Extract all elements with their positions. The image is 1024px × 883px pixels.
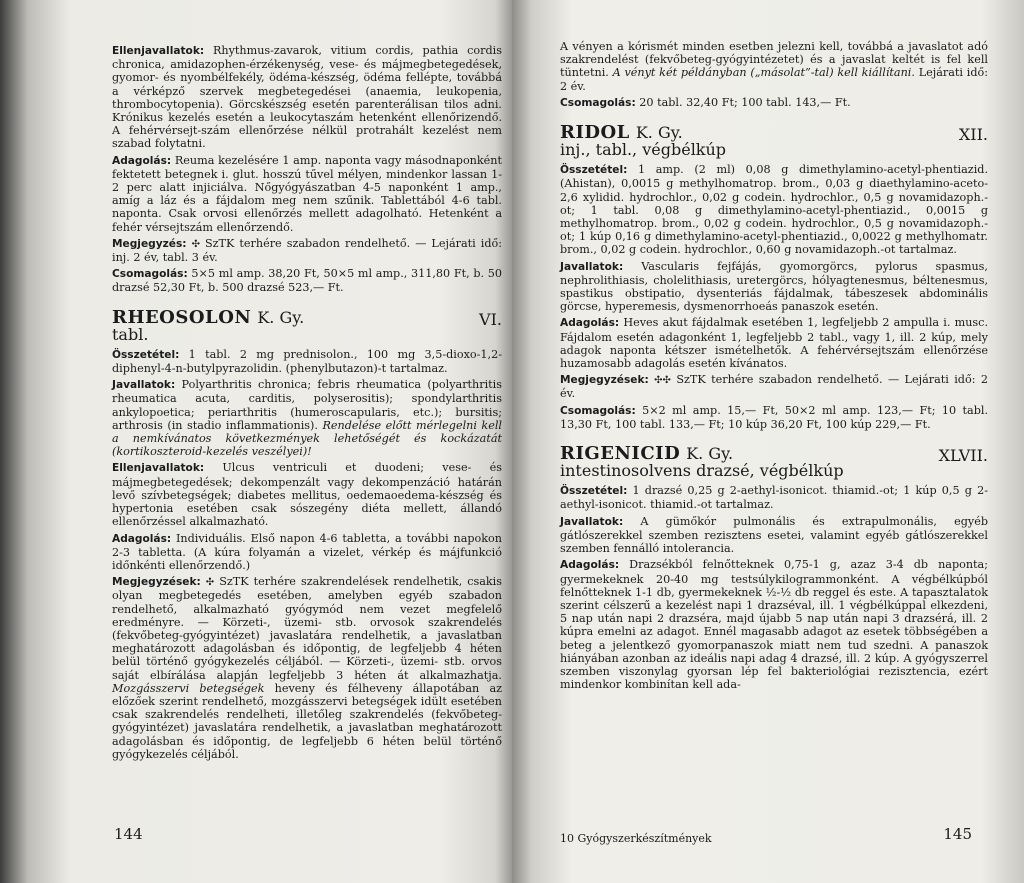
italic-note: A vényt két példányban („másolat”-tal) kell kiállítani. xyxy=(612,66,915,80)
drug-manufacturer: K. Gy. xyxy=(635,123,683,143)
section-text: Drazsékból felnőtteknek 0,75-1 g, azaz 3-4 db naponta; gyermekeknek 20-40 mg testsúlykilogrammonként. A végbélkúpból felnőtteknek 1-1 db, gyermekeknek ½-½ db reggel és este. A tapasztalatok szerint célszerű a kezelést napi 1 drazséval, ill. 1 végbélkúppal elkezdeni, 5 nap után napi 2 drazséra, majd újabb 5 nap után napi 3 drazsérá, ill. 2 kúpra emelni az adagot. Ennél magasabb adagot az esetek többségében a beteg a jelentkező gyomorpanaszok miatt nem tud szedni. A panaszok hiányában azonban az ideális napi adag 4 drazsé, ill. 2 kúp. A gyógyszerrel szemben viszonylag gyorsan lép fel bakteriológiai rezisztencia, ezért mindenkor kombinítan kell ada- xyxy=(560,558,988,692)
dosage-paragraph xyxy=(112,532,502,573)
section-label: Ellenjavallatok: xyxy=(112,45,205,57)
section-label: Adagolás: xyxy=(560,317,620,330)
page-number: 144 xyxy=(114,825,143,843)
notes-paragraph xyxy=(560,373,988,400)
section-label: Javallatok: xyxy=(560,260,624,273)
section-label: Összetétel: xyxy=(560,164,628,177)
contraindications-paragraph xyxy=(112,44,502,151)
packaging-paragraph xyxy=(560,96,988,110)
drug-name: RHEOSOLON xyxy=(112,306,252,328)
rigenicid-entry xyxy=(560,484,988,691)
drug-header-ridol xyxy=(560,122,988,160)
section-label: Megjegyzés: xyxy=(112,237,187,250)
continued-entry xyxy=(560,40,988,110)
section-text: 5×5 ml amp. 38,20 Ft, 50×5 ml amp., 311,80 Ft, b. 50 drazsé 52,30 Ft, b. 500 drazsé 523,— Ft. xyxy=(112,267,502,295)
italic-term: Mozgásszervi betegségek xyxy=(112,681,265,695)
composition-paragraph xyxy=(112,348,502,375)
section-text: A gümőkór pulmonális és extrapulmonális, egyéb gátlószerekkel szemben rezisztens esetei, valamint egyéb gátlószerekkel szemben fennálló intolerancia. xyxy=(560,514,988,556)
page-number: 145 xyxy=(943,825,972,843)
section-text: Vascularis fejfájás, gyomorgörcs, pylorus spasmus, nephrolithiasis, cholelithiasis, uretergörcs, hólyagtenesmus, béltenesmus, spastikus obstipatio, dysenteriás fájdalmak, tábeszesek abdominális görcse, hyperemesis, dysmenorrhoeás panaszok esetén. xyxy=(560,259,988,314)
composition-paragraph xyxy=(560,163,988,256)
indications-paragraph xyxy=(560,515,988,556)
prescription-note xyxy=(560,40,988,93)
section-label: Adagolás: xyxy=(112,532,172,545)
section-text: 5×2 ml amp. 15,— Ft, 50×2 ml amp. 123,— Ft; 10 tabl. 13,30 Ft, 100 tabl. 133,— Ft; 10 kúp 36,20 Ft, 100 kúp 229,— Ft. xyxy=(560,403,989,431)
section-text: 20 tabl. 32,40 Ft; 100 tabl. 143,— Ft. xyxy=(639,95,851,109)
drug-group-number: XII. xyxy=(958,125,988,145)
packaging-paragraph xyxy=(112,267,502,294)
section-text: SzTK terhére szakrendelések rendelhetik, csakis olyan megbetegedés esetében, amelyben egyéb szabadon rendelhető, alkalmazható gyógymód nem vezet megfelelő eredményre. — Körzeti-, üzemi- stb. orvosok szakrendelés (fekvőbeteg-gyógyintézet) javaslatára rendelhetik, a javaslatban meghatározott adagolásban és időpontig, de legfeljebb 4 héten belül történő gyógykezelés céljából. — Körzeti-, üzemi- stb. orvos saját elbírálása alapján legfeljebb 3 héten át alkalmazhatja. xyxy=(112,575,502,682)
dosage-paragraph xyxy=(112,154,502,234)
notes-paragraph xyxy=(112,575,502,761)
drug-form: inj., tabl., végbélkúp xyxy=(560,140,727,160)
drug-header-rheosolon xyxy=(112,306,502,344)
section-text: SzTK terhére szabadon rendelhető. — Lejárati idő: inj. 2 év, tabl. 3 év. xyxy=(112,236,502,265)
right-column xyxy=(560,40,988,697)
section-label: Javallatok: xyxy=(112,379,176,392)
drug-name: RIDOL xyxy=(560,122,630,144)
section-label: Javallatok: xyxy=(560,515,624,528)
section-text: Reuma kezelésére 1 amp. naponta vagy másodnaponként fektetett betegnek i. glut. hosszú tűvel mélyen, mindenkor lassan 1-2 perc alatt injiciálva. Nőgyógyászatban 4-5 naponként 1 amp., amíg a láz és a fájdalom meg nem szűnik. Tablettából 4-6 tabl. naponta. Csak orvosi ellenőrzés mellett adagolható. Hetenként a fehér vérsejtszám ellenőrzendő. xyxy=(112,153,502,234)
section-text: 1 tabl. 2 mg prednisolon., 100 mg 3,5-dioxo-1,2-diphenyl-4-n-butylpyrazolidin. (phenylbutazon)-t tartalmaz. xyxy=(112,347,502,376)
right-page xyxy=(512,0,1024,883)
section-label: Adagolás: xyxy=(112,154,172,167)
section-label: Csomagolás: xyxy=(560,404,636,417)
section-text: 1 drazsé 0,25 g 2-aethyl-isonicot. thiamid.-ot; 1 kúp 0,5 g 2-aethyl-isonicot. thiamid.-ot tartalmaz. xyxy=(560,484,988,512)
cross-star-icon: ✣ xyxy=(205,577,215,589)
section-label: Csomagolás: xyxy=(112,268,188,281)
left-column xyxy=(112,44,502,767)
section-text: A vényen a kórismét minden esetben jelezni kell, továbbá a javaslatot adó szakrendelést (fekvőbeteg-gyógyintézetet) és a javaslat keltét is fel kell tüntetni. xyxy=(560,40,988,80)
drug-manufacturer: K. Gy. xyxy=(686,444,734,464)
cross-star-icon: ✣ xyxy=(191,238,200,250)
page-footer: 10 Gyógyszerkészítmények xyxy=(560,832,712,845)
contra-paragraph xyxy=(112,461,502,528)
rheosolon-entry xyxy=(112,348,502,761)
section-text: heveny és félheveny állapotában az előzőek szerint rendelhető, mozgásszervi betegségek idült esetében csak szakrendelés rendelheti, illetőleg szakrendelés (fekvőbeteg-gyógyintézet) javaslatára rendelhetik, a javaslatban meghatározott adagolásban és időpontig, de legfeljebb 6 héten belül történő gyógykezelés céljából. xyxy=(112,681,503,761)
section-label: Összetétel: xyxy=(112,348,180,361)
drug-header-rigenicid xyxy=(560,443,988,481)
ridol-entry xyxy=(560,163,988,431)
indications-paragraph xyxy=(560,260,988,314)
section-text: Polyarthritis chronica; febris rheumatica (polyarthritis rheumatica acuta, carditis, polyserositis); spondylarthritis ankylopoetica; periarthritis (humeroscapularis, etc.); bursitis; arthrosis (in stadio inflammationis). xyxy=(112,378,502,432)
section-text: Rhythmus-zavarok, vitium cordis, pathia cordis chronica, amidazophen-érzékenység, vese- és májmegbetegedések, gyomor- és nyombélfekély, ödéma-készség, ödéma fellépte, továbbá a vérképző szervek megbetegedései (anaemia, leukopenia, thrombocytopenia). Görcskészség esetén parenterálisan tilos adni. Krónikus kezelés esetén a leukocytaszám hetenként ellenőrizendő. A fehérvérsejt-szám ellenőrzése nélkül protrahált kezelést nem szabad folytatni. xyxy=(112,44,502,151)
cross-star-icon: ✣✣ xyxy=(654,375,671,387)
drug-form: intestinosolvens drazsé, végbélkúp xyxy=(560,461,844,481)
section-text: SzTK terhére szabadon rendelhető. — Lejárati idő: 2 év. xyxy=(560,373,988,401)
warning-text: Rendelése előtt mérlegelni kell a nemkívánatos következmények lehetőségét és kockázatát (kortikoszteroid-kezelés veszélyei)! xyxy=(112,418,502,459)
section-label: Összetétel: xyxy=(560,485,628,498)
section-label: Csomagolás: xyxy=(560,96,636,109)
section-label: Adagolás: xyxy=(560,559,620,572)
section-text: Individuális. Első napon 4-6 tabletta, a további napokon 2-3 tabletta. (A kúra folyamán a vizelet, vérkép és májfunkció időnkénti ellenőrzendő.) xyxy=(112,531,502,572)
section-label: Megjegyzések: xyxy=(112,576,201,589)
drug-name: RIGENICID xyxy=(560,443,681,465)
drug-group-number: XLVII. xyxy=(938,446,988,466)
section-text: Ulcus ventriculi et duodeni; vese- és májmegbetegedések; dekompenzált vagy dekompenzáció határán levő szívbetegségek; diabetes mellitus, oedemaoedema-készség és hypertonia esetében csak sószegény diéta mellett, állandó ellenőrzéssel alkalmazható. xyxy=(112,461,502,529)
section-label: Ellenjavallatok: xyxy=(112,462,205,475)
drug-group-number: VI. xyxy=(479,309,502,329)
indications-paragraph xyxy=(112,378,502,458)
expiry-text: Lejárati idő: 2 év. xyxy=(560,66,988,93)
section-text: Heves akut fájdalmak esetében 1, legfeljebb 2 ampulla i. musc. Fájdalom esetén adagonként 1, legfeljebb 2 tabl., vagy 1, ill. 2 kúp, mely adagok naponta kétszer ismételhetők. A fehérvérsejtszám ellenőrzése huzamosabb adagolás esetén kívánatos. xyxy=(560,316,988,371)
dosage-paragraph xyxy=(560,558,988,691)
drug-form: tabl. xyxy=(112,324,149,344)
continued-entry xyxy=(112,44,502,295)
dosage-paragraph xyxy=(560,316,988,370)
section-text: 1 amp. (2 ml) 0,08 g dimethylamino-acetyl-phentiazid. (Ahistan), 0,0015 g methylhomatrop. brom., 0,03 g diaethylamino-aceto-2,6 xylidid. hydrochlor., 0,02 g codein. hydrochlor., 0,5 g novamidazoph.-ot; 1 tabl. 0,08 g dimethylamino-acetyl-phentiazid., 0,0015 g methylhomatrop. brom., 0,02 g codein. hydrochlor., 0,5 g novamidazoph.-ot; 1 kúp 0,16 g dimethylamino-acetyl-phentiazid., 0,0022 g methylhomatr. brom., 0,02 g codein. hydrochlor., 0,60 g novamidazoph.-ot tartalmaz. xyxy=(560,163,988,257)
notes-paragraph xyxy=(112,237,502,264)
composition-paragraph xyxy=(560,484,988,511)
packaging-paragraph xyxy=(560,404,988,431)
drug-manufacturer: K. Gy. xyxy=(257,307,305,327)
section-label: Megjegyzések: xyxy=(560,374,649,387)
